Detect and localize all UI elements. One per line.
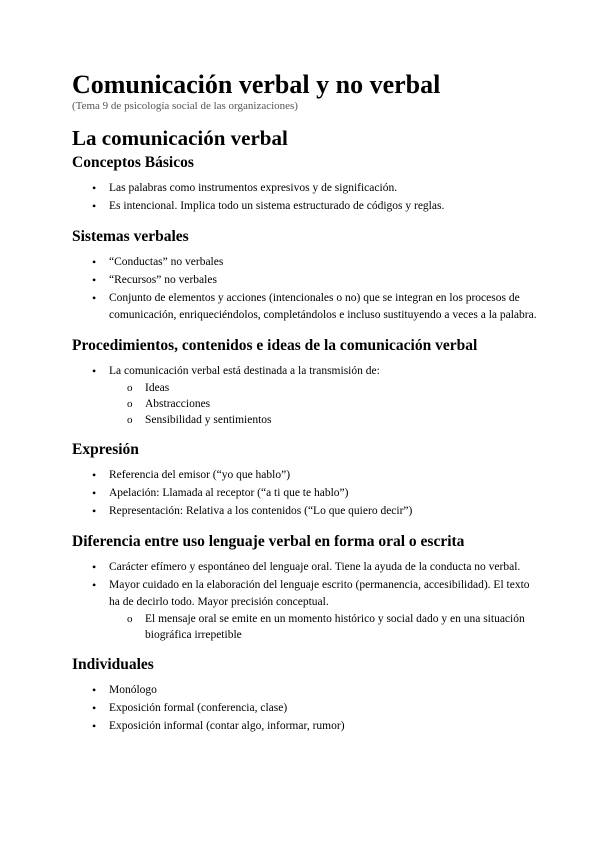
section-heading: Individuales — [72, 656, 154, 673]
section-heading: Conceptos Básicos — [72, 154, 194, 171]
list-item-text: Carácter efímero y espontáneo del lenguaje oral. Tiene la ayuda de la conducta no verbal. — [109, 561, 521, 573]
list-item — [92, 180, 540, 197]
sub-list — [109, 380, 540, 428]
sub-list — [109, 611, 540, 643]
page-subtitle: (Tema 9 de psicología social de las organizaciones) — [72, 100, 298, 112]
sub-list-item: o El mensaje oral se emite en un momento histórico y social dado y en una situación biográfica irrepetible — [127, 611, 540, 643]
sub-list-item: o Ideas — [127, 380, 540, 396]
list-item-text: Conjunto de elementos y acciones (intencionales o no) que se integran en los procesos de comunicación, enriqueciéndolos, completándolos e incluso sustituyendo a veces a la palabra. — [109, 292, 537, 321]
list-item — [92, 272, 540, 289]
bullet-list — [72, 467, 540, 520]
bullet-list — [72, 682, 540, 735]
page-title: Comunicación verbal y no verbal — [72, 70, 441, 99]
list-item-text: La comunicación verbal está destinada a la transmisión de: — [109, 365, 380, 377]
list-item-text: Representación: Relativa a los contenidos (“Lo que quiero decir”) — [109, 505, 413, 517]
list-item — [92, 290, 540, 324]
list-item — [92, 700, 540, 717]
list-item-text: Monólogo — [109, 684, 157, 696]
sub-list-item: o Sensibilidad y sentimientos — [127, 412, 540, 428]
list-item-text: Exposición formal (conferencia, clase) — [109, 702, 288, 714]
list-item-text: “Recursos” no verbales — [109, 274, 217, 286]
bullet-list — [72, 559, 540, 643]
bullet-list — [72, 254, 540, 324]
list-item-text: “Conductas” no verbales — [109, 256, 224, 268]
list-item-text: Las palabras como instrumentos expresivos y de significación. — [109, 182, 398, 194]
list-item — [92, 682, 540, 699]
sub-list-item: o Abstracciones — [127, 396, 540, 412]
list-item — [92, 467, 540, 484]
list-item-text: Exposición informal (contar algo, informar, rumor) — [109, 720, 345, 732]
sections-container — [72, 153, 540, 735]
list-item — [92, 718, 540, 735]
list-item — [92, 198, 540, 215]
list-item-text: Apelación: Llamada al receptor (“a ti que te hablo”) — [109, 487, 349, 499]
list-item — [92, 577, 540, 643]
section-heading: Expresión — [72, 441, 139, 458]
list-item-text: Referencia del emisor (“yo que hablo”) — [109, 469, 291, 481]
bullet-list — [72, 363, 540, 428]
section-title: La comunicación verbal — [72, 126, 288, 150]
list-item — [92, 559, 540, 576]
section-heading: Procedimientos, contenidos e ideas de la comunicación verbal — [72, 337, 478, 354]
list-item — [92, 485, 540, 502]
section-heading: Sistemas verbales — [72, 228, 189, 245]
bullet-list — [72, 180, 540, 215]
list-item — [92, 503, 540, 520]
list-item-text: Mayor cuidado en la elaboración del lenguaje escrito (permanencia, accesibilidad). El texto ha de decirlo todo. Mayor precisión conceptual. — [109, 579, 530, 608]
list-item — [92, 254, 540, 271]
list-item-text: Es intencional. Implica todo un sistema estructurado de códigos y reglas. — [109, 200, 445, 212]
section-heading: Diferencia entre uso lenguaje verbal en forma oral o escrita — [72, 533, 465, 550]
list-item — [92, 363, 540, 428]
